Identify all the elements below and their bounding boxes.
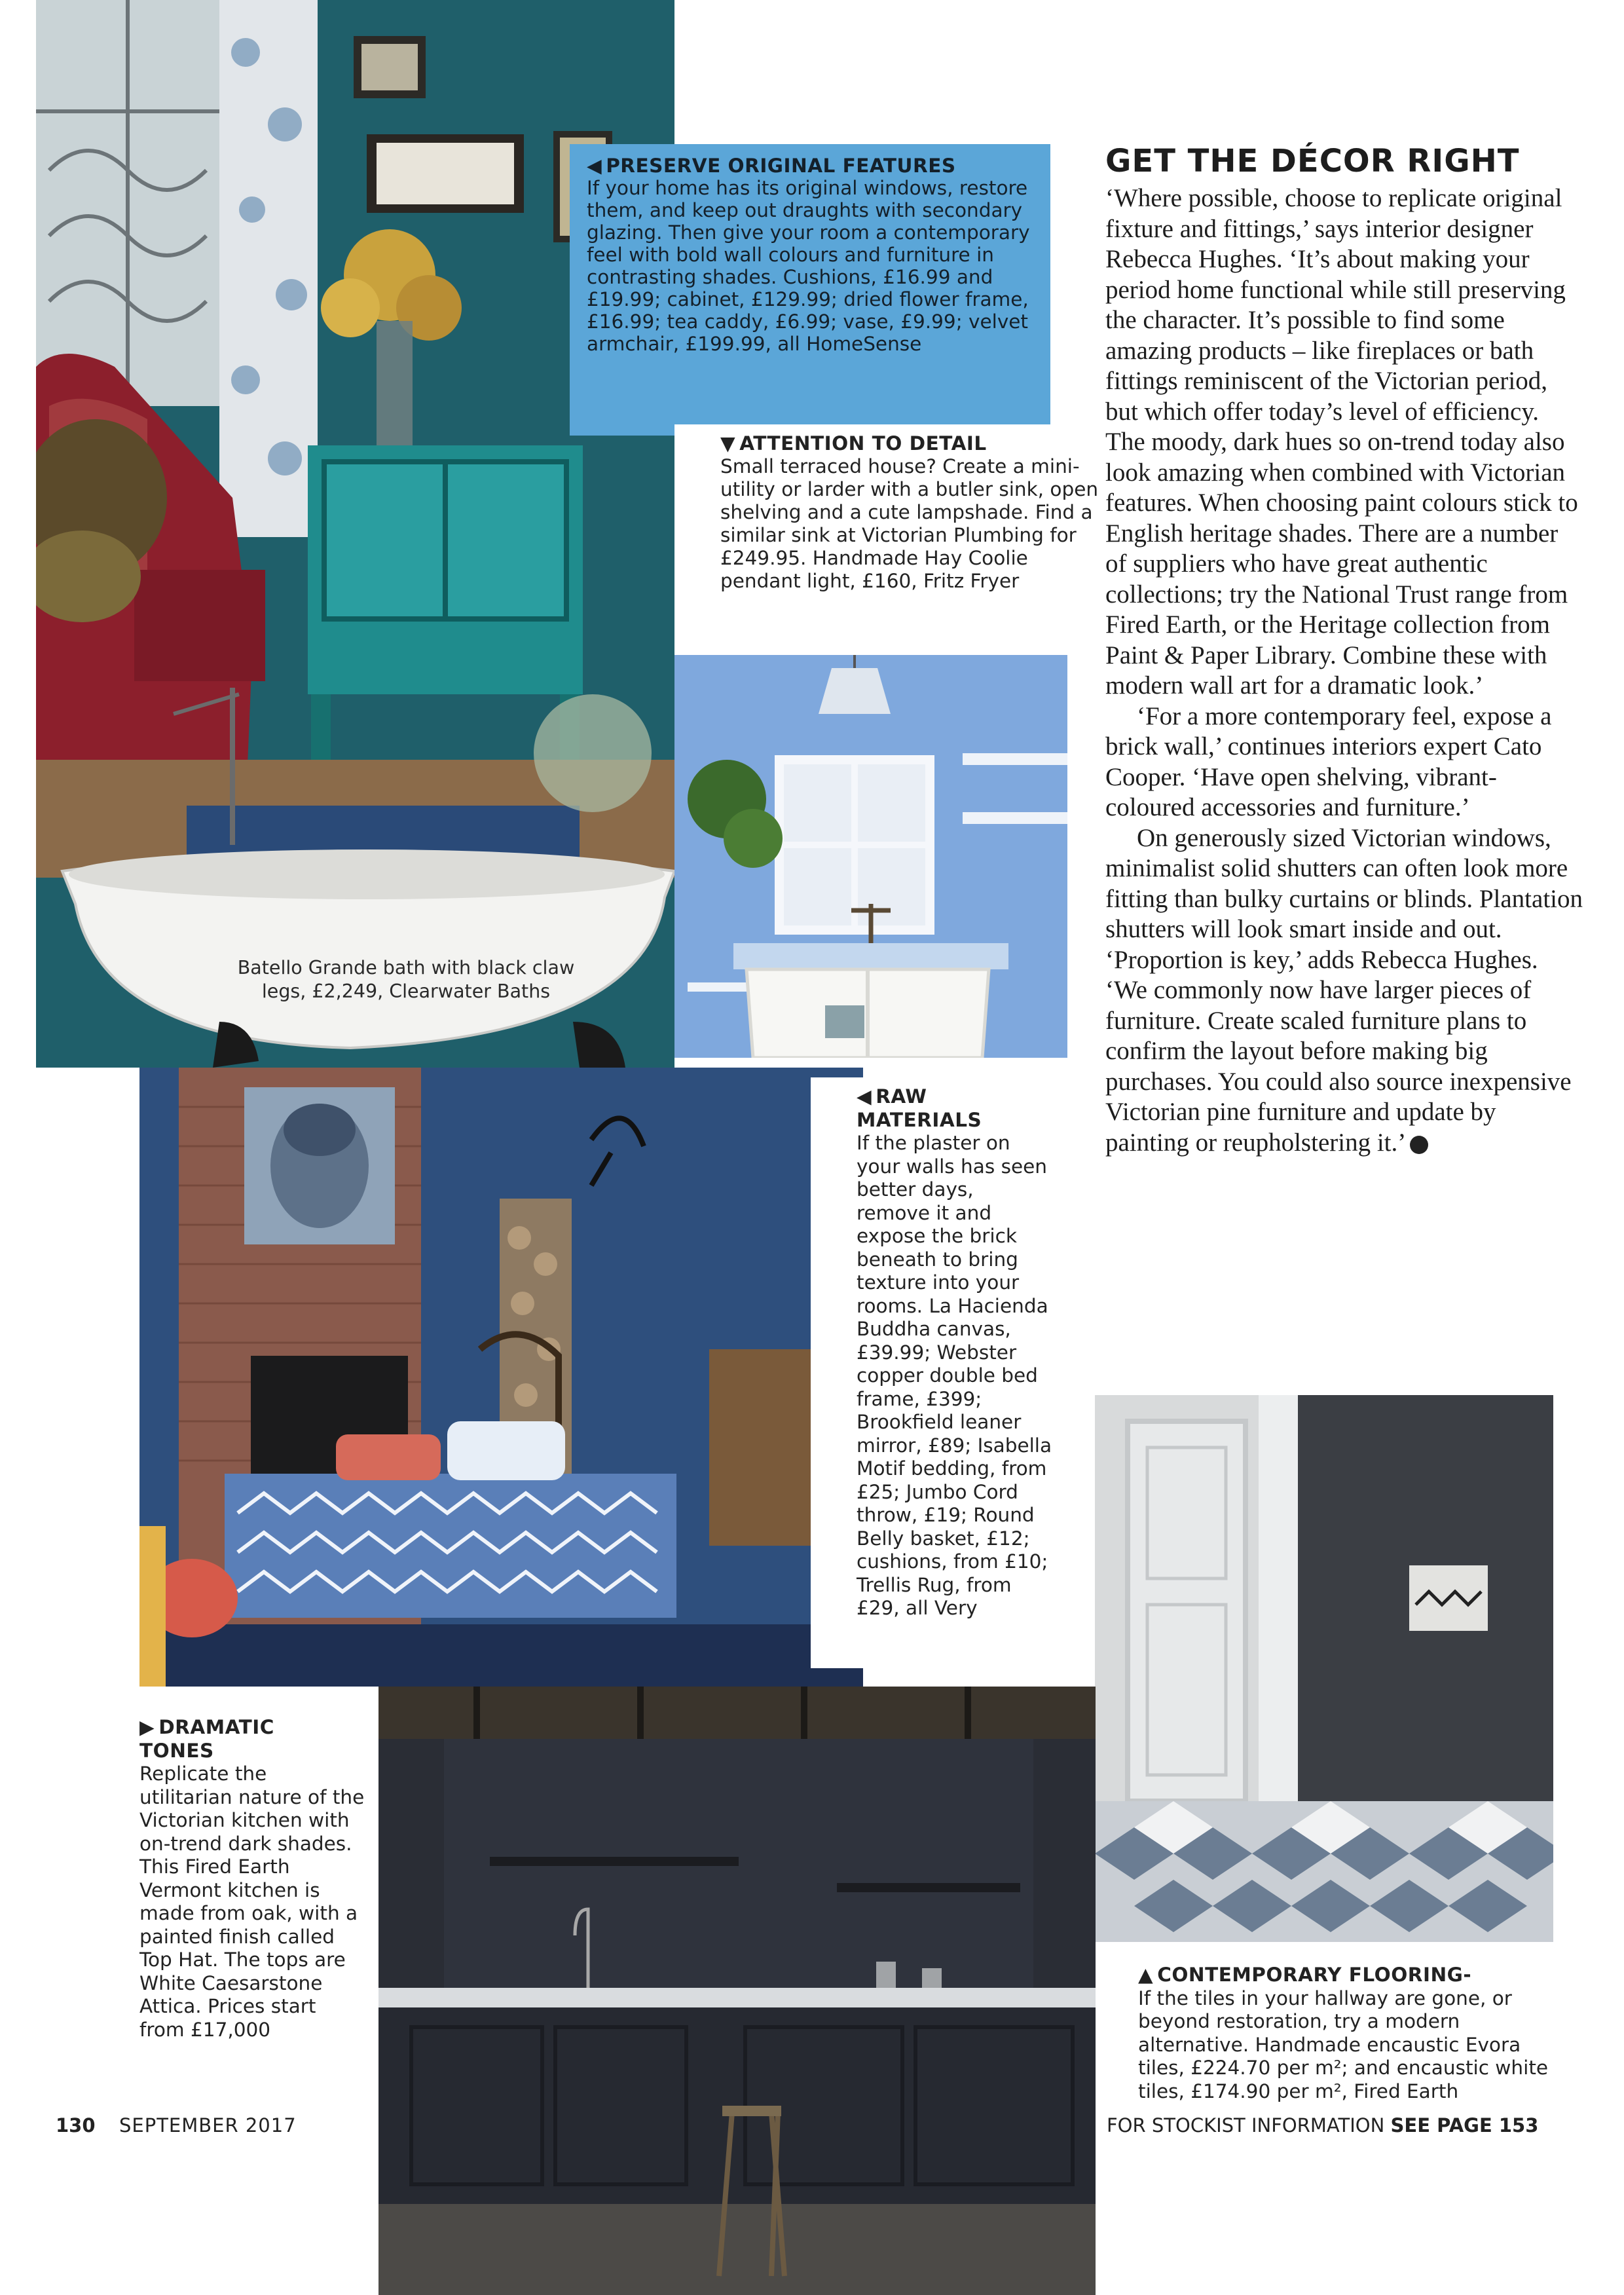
arrow-right-icon: ▶ (139, 1716, 155, 1738)
photo-brick-bedroom (139, 1068, 863, 1687)
article-paragraph-2: ‘For a more contemporary feel, expose a brick wall,’ continues interiors expert Cato Cooper. ‘Have open shelving, vibrant-coloured accessories and furniture.’ (1105, 701, 1552, 821)
arrow-left-icon: ◀ (857, 1085, 872, 1108)
footer-left (56, 2114, 297, 2136)
caption-heading (587, 155, 1033, 177)
article-heading: GET THE DÉCOR RIGHT (1105, 143, 1520, 179)
arrow-down-icon: ▼ (720, 432, 736, 455)
caption-heading-text: RAW (876, 1085, 927, 1108)
caption-heading (720, 432, 1103, 455)
caption-heading-text: CONTEMPORARY FLOORING- (1157, 1964, 1472, 1986)
caption-heading-text: DRAMATIC (158, 1716, 274, 1738)
caption-dramatic-tones (139, 1716, 365, 2042)
article-paragraph-3 (1105, 823, 1583, 1159)
article-paragraph-3-text: On generously sized Victorian windows, minimalist solid shutters can often look more fitting than bulky curtains or blinds. Plantation shutters will look smart inside and out. ‘Proportion is key,’ adds Rebecca Hughes. ‘We commonly now have larger pieces of furniture. Create scaled furniture plans to confirm the layout before making big purchases. You could also source inexpensive Victorian pine furniture and update by painting or reupholstering it.’ (1105, 823, 1583, 1157)
arrow-up-icon: ▲ (1138, 1964, 1154, 1986)
caption-heading-line2: TONES (139, 1739, 214, 1762)
stockist-text: FOR STOCKIST INFORMATION (1107, 2114, 1385, 2136)
caption-body: Batello Grande bath with black claw legs, £2,249, Clearwater Baths (237, 957, 575, 1002)
caption-heading (857, 1085, 1053, 1109)
caption-bath (236, 956, 576, 1003)
author-endmark-icon: RH (1410, 1136, 1428, 1154)
photo-tiled-hallway (1095, 1395, 1553, 1942)
arrow-left-icon: ◀ (587, 155, 602, 177)
footer-right (1107, 2114, 1538, 2136)
caption-contemporary-flooring (1138, 1964, 1557, 2103)
caption-heading (1138, 1964, 1557, 1987)
caption-body: If the plaster on your walls has seen better days, remove it and expose the brick beneath to bring texture into your rooms. La Hacienda Buddha canvas, £39.99; Webster copper double bed frame, £399; Brookfield leaner mirror, £89; Isabella Motif bedding, from £25; Jumbo Cord throw, £19; Round Belly basket, £12; cushions, from £10; Trellis Rug, from £29, all Very (857, 1132, 1052, 1619)
caption-body: Replicate the utilitarian nature of the Victorian kitchen with on-trend dark shades. This Fired Earth Vermont kitchen is made from oak, with a painted finish called Top Hat. The tops are White Caesarstone Attica. Prices start from £17,000 (139, 1763, 365, 2041)
caption-raw-materials (811, 1077, 1066, 1668)
photo-blue-utility-room (674, 655, 1067, 1058)
caption-heading-text: ATTENTION TO DETAIL (739, 432, 987, 455)
caption-body: If your home has its original windows, restore them, and keep out draughts with secondary glazing. Then give your room a contemporary feel with bold wall colours and furniture in contrasting shades. Cushions, £16.99 and £19.99; cabinet, £129.99; dried flower frame, £16.99; tea caddy, £6.99; vase, £9.99; velvet armchair, £199.99, all HomeSense (587, 177, 1030, 355)
caption-body: Small terraced house? Create a mini-utility or larder with a butler sink, open shelving and a cute lampshade. Find a similar sink at Victorian Plumbing for £249.95. Handmade Hay Coolie pendant light, £160, Fritz Fryer (720, 455, 1099, 592)
caption-body: If the tiles in your hallway are gone, or beyond restoration, try a modern alternative. Handmade encaustic Evora tiles, £224.70 per m²; and encaustic white tiles, £174.90 per m², Fired Earth (1138, 1987, 1549, 2102)
stockist-page-link[interactable]: SEE PAGE 153 (1390, 2114, 1539, 2136)
caption-preserve-original-features (570, 144, 1050, 436)
photo-dark-kitchen (378, 1687, 1096, 2295)
caption-attention-to-detail (674, 424, 1114, 645)
caption-heading (139, 1716, 365, 1740)
page-number: 130 (56, 2114, 96, 2136)
issue-date: SEPTEMBER 2017 (119, 2114, 297, 2136)
article-get-the-decor-right (1105, 144, 1583, 1158)
caption-heading-text: PRESERVE ORIGINAL FEATURES (606, 155, 956, 177)
caption-heading-line2: MATERIALS (857, 1108, 982, 1131)
article-paragraph-1: ‘Where possible, choose to replicate original fixture and fittings,’ says interior designer Rebecca Hughes. ‘It’s about making your period home functional while still preserving the character. It’s possible to find some amazing products – like fireplaces or bath fittings reminiscent of the Victorian period, but which offer today’s level of efficiency. The moody, dark hues so on-trend today also look amazing when combined with Victorian features. When choosing paint colours stick to English heritage shades. There are a number of suppliers who have great authentic collections; try the National Trust range from Fired Earth, or the Heritage collection from Paint & Paper Library. Combine these with modern wall art for a dramatic look.’ (1105, 184, 1578, 700)
